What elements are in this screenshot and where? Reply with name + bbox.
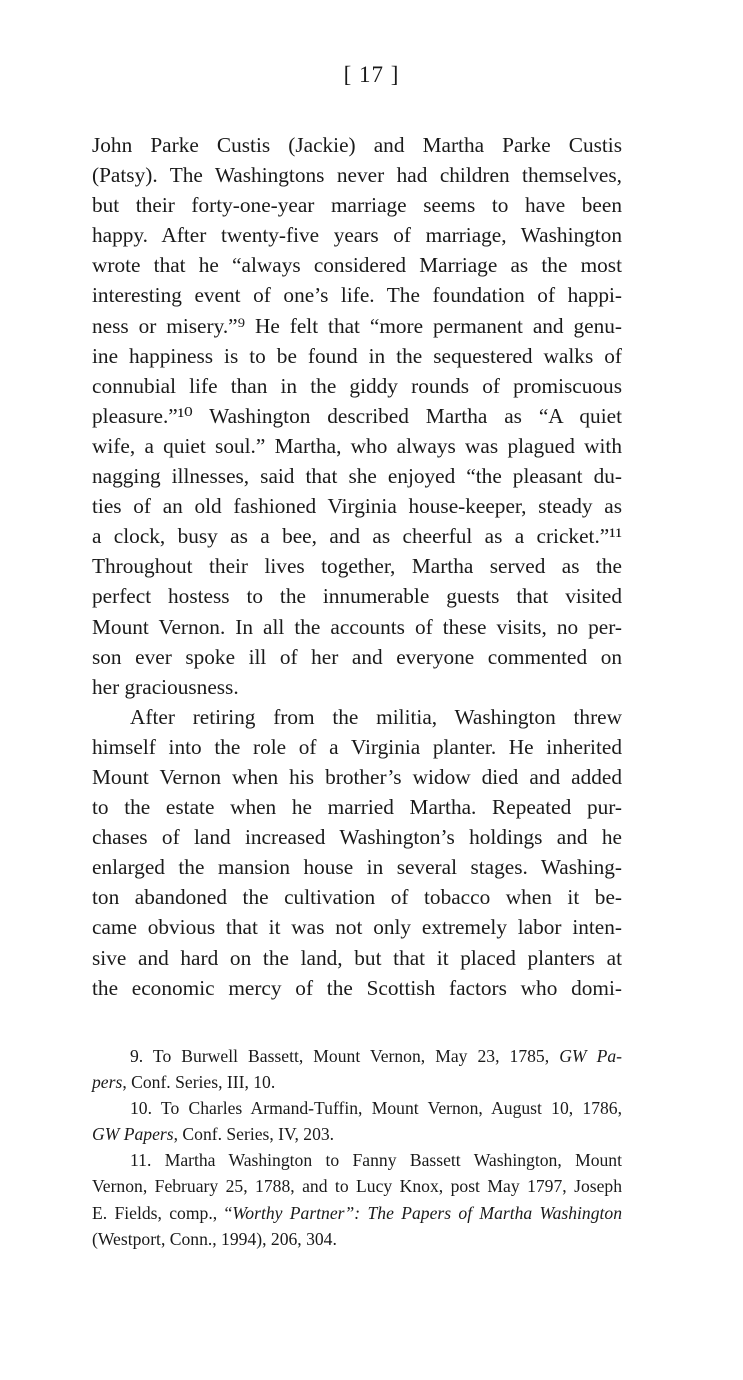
- body-line: a clock, busy as a bee, and as cheerful as a cricket.”¹¹: [92, 524, 622, 549]
- footnotes: [92, 1043, 622, 1252]
- body-line: wrote that he “always considered Marriage as the most: [92, 253, 622, 278]
- body-line: the economic mercy of the Scottish factors who domi-: [92, 975, 622, 1000]
- body-line: John Parke Custis (Jackie) and Martha Parke Custis: [92, 133, 622, 157]
- footnote-text: (Westport, Conn., 1994), 206, 304.: [92, 1228, 337, 1249]
- body-line: wife, a quiet soul.” Martha, who always was plagued with: [92, 433, 622, 458]
- body-line: sive and hard on the land, but that it placed planters at: [92, 945, 622, 970]
- body-line: to the estate when he married Martha. Repeated pur-: [92, 795, 622, 820]
- footnote-line: [92, 1121, 622, 1147]
- body-line: her graciousness.: [92, 674, 239, 699]
- footnote-line: [92, 1147, 622, 1173]
- body-line: son ever spoke ill of her and everyone commented on: [92, 644, 622, 669]
- footnote-text: , Conf. Series, III, 10.: [122, 1072, 276, 1093]
- footnote-text: Vernon, February 25, 1788, and to Lucy Knox, post May 1797, Joseph: [92, 1176, 622, 1197]
- footnote-line: [92, 1069, 622, 1095]
- footnote-text: E. Fields, comp., “: [92, 1202, 233, 1223]
- body-line: perfect hostess to the innumerable guests that visited: [92, 584, 622, 609]
- body-line: ties of an old fashioned Virginia house-keeper, steady as: [92, 494, 622, 519]
- body-line: (Patsy). The Washingtons never had children themselves,: [92, 163, 622, 188]
- body-line: ine happiness is to be found in the sequestered walks of: [92, 343, 622, 368]
- body-line: interesting event of one’s life. The foundation of happi-: [92, 283, 622, 308]
- body-line: chases of land increased Washington’s holdings and he: [92, 825, 622, 850]
- body-line: enlarged the mansion house in several stages. Washing-: [92, 855, 622, 880]
- body-line: himself into the role of a Virginia planter. He inherited: [92, 734, 622, 759]
- footnote-text: 10. To Charles Armand-Tuffin, Mount Vernon, August 10, 1786,: [130, 1098, 622, 1119]
- body-line: pleasure.”¹⁰ Washington described Martha as “A quiet: [92, 403, 622, 428]
- body-line: Mount Vernon when his brother’s widow died and added: [92, 764, 622, 789]
- body-line: came obvious that it was not only extremely labor inten-: [92, 915, 622, 940]
- body-line: ton abandoned the cultivation of tobacco when it be-: [92, 885, 622, 910]
- body-line: nagging illnesses, said that she enjoyed “the pleasant du-: [92, 464, 622, 489]
- footnote-line: [92, 1095, 622, 1121]
- footnote-text: 9. To Burwell Bassett, Mount Vernon, May 23, 1785,: [130, 1046, 560, 1066]
- body-line: but their forty-one-year marriage seems to have been: [92, 193, 622, 218]
- footnote-italic-text: GW Pa-: [559, 1046, 623, 1066]
- body-line: After retiring from the militia, Washington threw: [130, 704, 622, 729]
- footnote-line: [92, 1043, 622, 1069]
- footnote-italic-text: GW Papers: [92, 1124, 174, 1145]
- footnote-text: , Conf. Series, IV, 203.: [173, 1124, 335, 1145]
- body-line: happy. After twenty-five years of marriage, Washington: [92, 223, 622, 248]
- body-line: ness or misery.”⁹ He felt that “more permanent and genu-: [92, 313, 622, 338]
- footnote-line: [92, 1200, 622, 1226]
- body-line: Mount Vernon. In all the accounts of these visits, no per-: [92, 614, 622, 639]
- footnote-italic-text: Worthy Partner”: The Papers of Martha Washington: [232, 1202, 622, 1223]
- body-line: Throughout their lives together, Martha served as the: [92, 554, 622, 579]
- footnote-text: 11. Martha Washington to Fanny Bassett Washington, Mount: [130, 1150, 622, 1171]
- footnote-italic-text: pers: [92, 1072, 123, 1093]
- body-text: [92, 130, 622, 1003]
- footnote-line: [92, 1226, 622, 1252]
- body-line: connubial life than in the giddy rounds of promiscuous: [92, 373, 622, 398]
- footnote-line: [92, 1173, 622, 1199]
- page-number: [ 17 ]: [343, 62, 400, 87]
